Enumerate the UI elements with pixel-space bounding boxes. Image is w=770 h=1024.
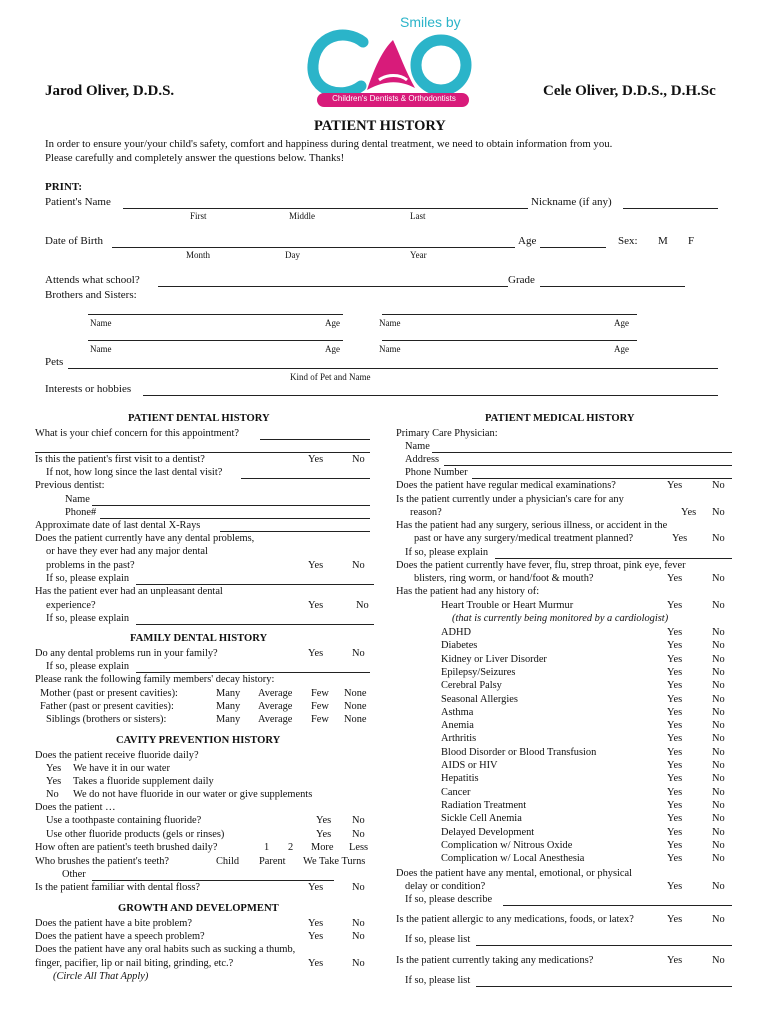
condition-no[interactable]: No (712, 654, 725, 665)
condition-item: Asthma (441, 707, 474, 718)
toothpaste-no[interactable]: No (352, 815, 365, 826)
fluoride-supplement-label: Takes a fluoride supplement daily (73, 776, 214, 787)
who-other-field[interactable] (92, 880, 334, 881)
condition-no[interactable]: No (712, 853, 725, 864)
condition-no[interactable]: No (712, 707, 725, 718)
condition-item: Sickle Cell Anemia (441, 813, 522, 824)
floss-yes[interactable]: Yes (308, 882, 324, 893)
school-field[interactable] (158, 286, 508, 287)
pcp-address-label: Address (405, 454, 440, 465)
condition-yes[interactable]: Yes (667, 813, 683, 824)
age-field[interactable] (540, 247, 606, 248)
medications-list-field[interactable] (476, 986, 732, 987)
allergic-list-field[interactable] (476, 945, 732, 946)
condition-no[interactable]: No (712, 694, 725, 705)
prev-dentist-phone-label: Phone# (65, 507, 97, 518)
condition-yes[interactable]: Yes (667, 680, 683, 691)
interests-field[interactable] (143, 395, 718, 396)
exams-no[interactable]: No (712, 480, 725, 491)
condition-yes[interactable]: Yes (667, 707, 683, 718)
condition-yes[interactable]: Yes (667, 800, 683, 811)
pcp-name-field[interactable] (432, 452, 732, 453)
allergic-list-label: If so, please list (405, 934, 471, 945)
sibling-age-sub: Age (614, 318, 629, 328)
toothpaste-label: Use a toothpaste containing fluoride? (46, 815, 202, 826)
prev-dentist-name-label: Name (65, 494, 90, 505)
who-option-turns[interactable]: We Take Turns (303, 856, 366, 867)
sibling-name-sub: Name (379, 344, 401, 354)
medications-list-label: If so, please list (405, 975, 471, 986)
condition-yes[interactable]: Yes (667, 640, 683, 651)
intro-line-1: In order to ensure your/your child's safety, comfort and happiness during dental treatment, we need to obtain information from you. (45, 138, 613, 150)
sibling-name-sub: Name (90, 344, 112, 354)
condition-no[interactable]: No (712, 640, 725, 651)
dental-problems-yes[interactable]: Yes (308, 560, 324, 571)
condition-item: Radiation Treatment (441, 800, 527, 811)
logo-text-top: Smiles by (400, 14, 461, 30)
condition-no[interactable]: No (712, 720, 725, 731)
oral-habits-yes[interactable]: Yes (308, 958, 324, 969)
sex-option-f[interactable]: F (688, 235, 695, 247)
oral-habits-label-1: Does the patient have any oral habits such as sucking a thumb, (35, 944, 296, 955)
condition-no[interactable]: No (712, 773, 725, 784)
left-doctor-name: Jarod Oliver, D.D.S. (45, 83, 175, 99)
unpleasant-yes[interactable]: Yes (308, 600, 324, 611)
page-title: PATIENT HISTORY (314, 118, 446, 134)
condition-yes[interactable]: Yes (667, 787, 683, 798)
condition-no[interactable]: No (712, 760, 725, 771)
pcp-address-field[interactable] (444, 465, 732, 466)
physician-care-label-1: Is the patient currently under a physician's care for any (396, 494, 624, 505)
other-fluoride-label: Use other fluoride products (gels or rinses) (46, 829, 225, 840)
nickname-label: Nickname (if any) (531, 196, 612, 208)
allergic-no[interactable]: No (712, 914, 725, 925)
chief-concern-field-2[interactable] (35, 452, 370, 453)
speech-problem-yes[interactable]: Yes (308, 931, 324, 942)
fever-label-1: Does the patient currently have fever, flu, strep throat, pink eye, fever (396, 560, 686, 571)
physician-care-yes[interactable]: Yes (681, 507, 697, 518)
dental-problems-label-2: or have they ever had any major dental (46, 546, 208, 557)
dental-problems-explain-field[interactable] (136, 584, 374, 585)
medications-label: Is the patient currently taking any medications? (396, 955, 594, 966)
rank-father-label: Father (past or present cavities): (40, 701, 174, 712)
condition-item: Arthritis (441, 733, 477, 744)
sibling-age-sub: Age (614, 344, 629, 354)
condition-yes[interactable]: Yes (667, 667, 683, 678)
rank-option-few[interactable]: Few (311, 701, 329, 712)
surgery-explain-label: If so, please explain (405, 547, 489, 558)
fever-no[interactable]: No (712, 573, 725, 584)
heart-note: (that is currently being monitored by a cardiologist) (452, 613, 669, 624)
nickname-field[interactable] (623, 208, 718, 209)
brush-option-less[interactable]: Less (349, 842, 369, 853)
family-history-heading: FAMILY DENTAL HISTORY (130, 633, 268, 644)
condition-heart: Heart Trouble or Heart Murmur (441, 600, 574, 611)
condition-item: Anemia (441, 720, 474, 731)
rank-option-many[interactable]: Many (216, 714, 241, 725)
dental-problems-label-1: Does the patient currently have any dental problems, (35, 533, 255, 544)
rank-option-none[interactable]: None (344, 701, 367, 712)
sex-option-m[interactable]: M (658, 235, 668, 247)
physician-care-label-2: reason? (410, 507, 442, 518)
condition-yes[interactable]: Yes (667, 720, 683, 731)
history-of-label: Has the patient had any history of: (396, 586, 540, 597)
chief-concern-field[interactable] (260, 439, 370, 440)
condition-item: Kidney or Liver Disorder (441, 654, 547, 665)
brush-option-1[interactable]: 1 (264, 842, 270, 853)
logo-band-text: Children's Dentists & Orthodontists (332, 94, 456, 103)
condition-no[interactable]: No (712, 813, 725, 824)
dob-sub-month: Month (186, 250, 211, 260)
sibling-name-sub: Name (379, 318, 401, 328)
print-label: PRINT: (45, 181, 83, 193)
pcp-name-label: Name (405, 441, 430, 452)
family-problems-no[interactable]: No (352, 648, 365, 659)
condition-item: Seasonal Allergies (441, 694, 518, 705)
condition-no[interactable]: No (712, 827, 725, 838)
other-fluoride-no[interactable]: No (352, 829, 365, 840)
condition-item: Complication w/ Local Anesthesia (441, 853, 585, 864)
condition-yes[interactable]: Yes (667, 827, 683, 838)
right-doctor-name: Cele Oliver, D.D.S., D.H.Sc (543, 83, 716, 99)
practice-logo (305, 10, 475, 110)
allergic-yes[interactable]: Yes (667, 914, 683, 925)
mental-describe-label: If so, please describe (405, 894, 493, 905)
brushing-frequency-label: How often are patient's teeth brushed daily? (35, 842, 218, 853)
surgery-label-1: Has the patient had any surgery, serious illness, or accident in the (396, 520, 668, 531)
condition-item: Cerebral Palsy (441, 680, 502, 691)
chief-concern-label: What is your chief concern for this appointment? (35, 428, 239, 439)
rank-siblings-label: Siblings (brothers or sisters): (46, 714, 167, 725)
brush-option-2[interactable]: 2 (288, 842, 294, 853)
unpleasant-no[interactable]: No (356, 600, 369, 611)
family-problems-yes[interactable]: Yes (308, 648, 324, 659)
medications-yes[interactable]: Yes (667, 955, 683, 966)
rank-mother-label: Mother (past or present cavities): (40, 688, 178, 699)
mental-no[interactable]: No (712, 881, 725, 892)
sibling-2-field[interactable] (382, 314, 637, 315)
condition-yes[interactable]: Yes (667, 760, 683, 771)
medications-no[interactable]: No (712, 955, 725, 966)
condition-item: Complication w/ Nitrous Oxide (441, 840, 573, 851)
condition-no[interactable]: No (712, 627, 725, 638)
condition-yes[interactable]: Yes (667, 627, 683, 638)
sibling-4-field[interactable] (382, 340, 637, 341)
unpleasant-label-1: Has the patient ever had an unpleasant dental (35, 586, 223, 597)
sex-label: Sex: (618, 235, 638, 247)
surgery-explain-field[interactable] (495, 558, 732, 559)
does-patient-label: Does the patient … (35, 802, 116, 813)
dob-sub-year: Year (410, 250, 427, 260)
siblings-label: Brothers and Sisters: (45, 289, 137, 301)
pets-sub: Kind of Pet and Name (290, 372, 371, 382)
who-brushes-label: Who brushes the patient's teeth? (35, 856, 170, 867)
last-visit-label: If not, how long since the last dental visit? (46, 467, 223, 478)
who-other-label: Other (62, 869, 86, 880)
circle-all-note: (Circle All That Apply) (53, 971, 149, 982)
dob-label: Date of Birth (45, 235, 104, 247)
age-label: Age (518, 235, 537, 247)
mental-describe-field[interactable] (503, 905, 732, 906)
dental-problems-label-3: problems in the past? (46, 560, 135, 571)
name-sub-last: Last (410, 211, 426, 221)
condition-yes[interactable]: Yes (667, 747, 683, 758)
rank-option-many[interactable]: Many (216, 688, 241, 699)
who-option-child[interactable]: Child (216, 856, 240, 867)
condition-no[interactable]: No (712, 747, 725, 758)
rank-option-average[interactable]: Average (258, 714, 293, 725)
rank-option-none[interactable]: None (344, 688, 367, 699)
xray-date-field[interactable] (220, 531, 370, 532)
heart-no[interactable]: No (712, 600, 725, 611)
mental-yes[interactable]: Yes (667, 881, 683, 892)
previous-dentist-label: Previous dentist: (35, 480, 105, 491)
prev-dentist-phone-field[interactable] (100, 518, 370, 519)
condition-item: Cancer (441, 787, 471, 798)
surgery-no[interactable]: No (712, 533, 725, 544)
mental-label-2: delay or condition? (405, 881, 486, 892)
condition-item: Blood Disorder or Blood Transfusion (441, 747, 597, 758)
condition-no[interactable]: No (712, 667, 725, 678)
rank-option-average[interactable]: Average (258, 701, 293, 712)
unpleasant-explain-label: If so, please explain (46, 613, 130, 624)
family-explain-label: If so, please explain (46, 661, 130, 672)
rank-option-none[interactable]: None (344, 714, 367, 725)
allergic-label: Is the patient allergic to any medications, foods, or latex? (396, 914, 634, 925)
rank-option-many[interactable]: Many (216, 701, 241, 712)
patient-name-field[interactable] (123, 208, 528, 209)
grade-label: Grade (508, 274, 535, 286)
condition-no[interactable]: No (712, 800, 725, 811)
school-label: Attends what school? (45, 274, 140, 286)
patient-name-label: Patient's Name (45, 196, 111, 208)
surgery-yes[interactable]: Yes (672, 533, 688, 544)
condition-yes[interactable]: Yes (667, 853, 683, 864)
sibling-name-sub: Name (90, 318, 112, 328)
speech-problem-label: Does the patient have a speech problem? (35, 931, 205, 942)
condition-item: Epilepsy/Seizures (441, 667, 516, 678)
condition-no[interactable]: No (712, 733, 725, 744)
pcp-label: Primary Care Physician: (396, 428, 498, 439)
intro-line-2: Please carefully and completely answer the questions below. Thanks! (45, 152, 345, 164)
last-visit-field[interactable] (241, 478, 370, 479)
bite-problem-yes[interactable]: Yes (308, 918, 324, 929)
grade-field[interactable] (540, 286, 685, 287)
dental-problems-explain-label: If so, please explain (46, 573, 130, 584)
bite-problem-label: Does the patient have a bite problem? (35, 918, 192, 929)
sibling-1-field[interactable] (88, 314, 343, 315)
condition-yes[interactable]: Yes (667, 840, 683, 851)
first-visit-label: Is this the patient's first visit to a dentist? (35, 454, 205, 465)
family-explain-field[interactable] (136, 672, 370, 673)
condition-yes[interactable]: Yes (667, 733, 683, 744)
rank-option-average[interactable]: Average (258, 688, 293, 699)
sibling-age-sub: Age (325, 344, 340, 354)
condition-no[interactable]: No (712, 680, 725, 691)
sibling-age-sub: Age (325, 318, 340, 328)
oral-habits-no[interactable]: No (352, 958, 365, 969)
condition-item: Delayed Development (441, 827, 535, 838)
physician-care-no[interactable]: No (712, 507, 725, 518)
family-rank-label: Please rank the following family members' decay history: (35, 674, 275, 685)
condition-no[interactable]: No (712, 840, 725, 851)
pets-label: Pets (45, 356, 64, 368)
name-sub-middle: Middle (289, 211, 315, 221)
sibling-3-field[interactable] (88, 340, 343, 341)
dob-sub-day: Day (285, 250, 300, 260)
fluoride-question: Does the patient receive fluoride daily? (35, 750, 199, 761)
floss-label: Is the patient familiar with dental floss? (35, 882, 201, 893)
surgery-label-2: past or have any surgery/medical treatment planned? (414, 533, 634, 544)
first-visit-no[interactable]: No (352, 454, 365, 465)
oral-habits-label-2: finger, pacifier, lip or nail biting, grinding, etc.? (35, 958, 234, 969)
exams-label: Does the patient have regular medical examinations? (396, 480, 616, 491)
cavity-prevention-heading: CAVITY PREVENTION HISTORY (116, 735, 281, 746)
unpleasant-label-2: experience? (46, 600, 96, 611)
prev-dentist-name-field[interactable] (92, 505, 370, 506)
speech-problem-no[interactable]: No (352, 931, 365, 942)
condition-yes[interactable]: Yes (667, 654, 683, 665)
name-sub-first: First (190, 211, 207, 221)
condition-item: AIDS or HIV (441, 760, 498, 771)
pcp-phone-label: Phone Number (405, 467, 468, 478)
condition-yes[interactable]: Yes (667, 694, 683, 705)
brush-option-more[interactable]: More (311, 842, 334, 853)
pcp-phone-field[interactable] (472, 478, 732, 479)
fluoride-water-label: We have it in our water (73, 763, 170, 774)
rank-option-few[interactable]: Few (311, 688, 329, 699)
floss-no[interactable]: No (352, 882, 365, 893)
fluoride-none-label: We do not have fluoride in our water or give supplements (73, 789, 313, 800)
fluoride-none-no[interactable]: No (46, 789, 59, 800)
unpleasant-explain-field[interactable] (136, 624, 374, 625)
mental-label-1: Does the patient have any mental, emotional, or physical (396, 868, 633, 879)
medical-history-heading: PATIENT MEDICAL HISTORY (485, 413, 635, 424)
condition-item: ADHD (441, 627, 472, 638)
who-option-parent[interactable]: Parent (259, 856, 286, 867)
condition-item: Hepatitis (441, 773, 479, 784)
heart-yes[interactable]: Yes (667, 600, 683, 611)
fever-yes[interactable]: Yes (667, 573, 683, 584)
growth-heading: GROWTH AND DEVELOPMENT (118, 903, 279, 914)
toothpaste-yes[interactable]: Yes (316, 815, 332, 826)
dental-history-heading: PATIENT DENTAL HISTORY (128, 413, 270, 424)
condition-item: Diabetes (441, 640, 478, 651)
other-fluoride-yes[interactable]: Yes (316, 829, 332, 840)
exams-yes[interactable]: Yes (667, 480, 683, 491)
fever-label-2: blisters, ring worm, or hand/foot & mouth? (414, 573, 594, 584)
fluoride-supplement-yes[interactable]: Yes (46, 776, 62, 787)
interests-label: Interests or hobbies (45, 383, 132, 395)
condition-no[interactable]: No (712, 787, 725, 798)
dental-problems-no[interactable]: No (352, 560, 365, 571)
dob-field[interactable] (112, 247, 515, 248)
condition-yes[interactable]: Yes (667, 773, 683, 784)
rank-option-few[interactable]: Few (311, 714, 329, 725)
xray-date-label: Approximate date of last dental X-Rays (35, 520, 201, 531)
bite-problem-no[interactable]: No (352, 918, 365, 929)
pets-field[interactable] (68, 368, 718, 369)
family-problems-label: Do any dental problems run in your family? (35, 648, 218, 659)
first-visit-yes[interactable]: Yes (308, 454, 324, 465)
fluoride-water-yes[interactable]: Yes (46, 763, 62, 774)
